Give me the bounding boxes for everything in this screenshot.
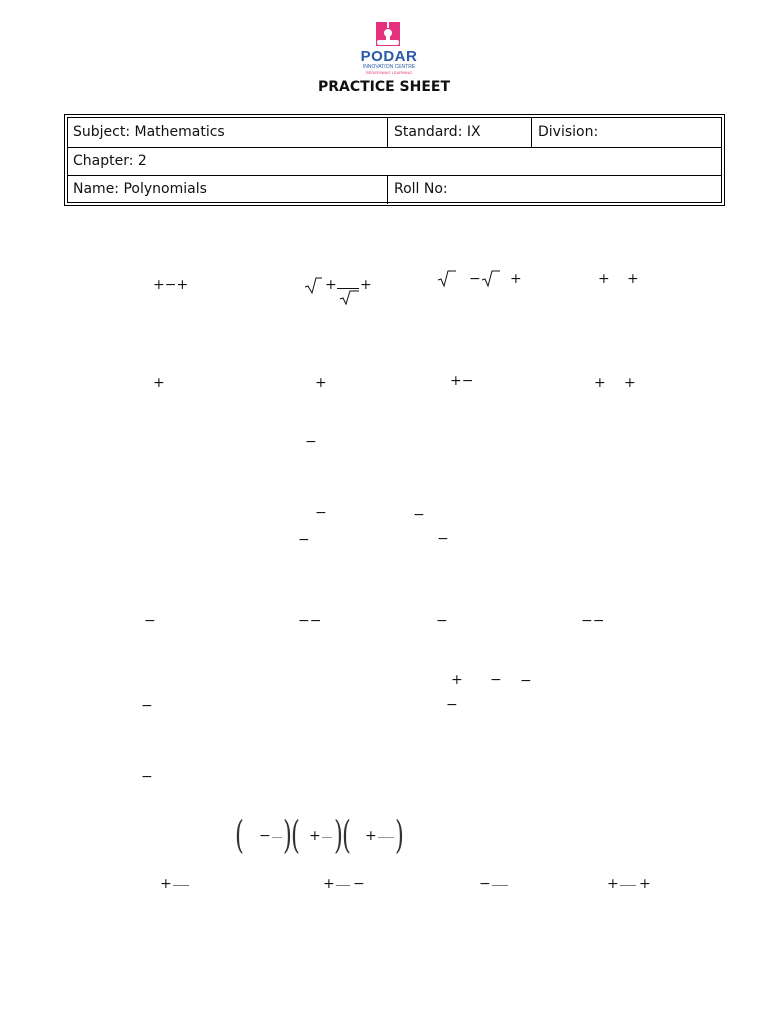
sqrt-symbol: [481, 270, 501, 288]
chapter-cell: Chapter: 2: [73, 153, 147, 169]
math-fragment: +: [607, 876, 619, 892]
math-fragment: +: [315, 375, 327, 391]
fraction-bar: [378, 837, 394, 838]
math-fragment: −: [353, 876, 365, 892]
math-fragment: +: [360, 277, 372, 293]
math-fragment: −: [298, 532, 310, 548]
roll-no-cell: Roll No:: [394, 181, 448, 197]
math-fragment: +: [160, 876, 172, 892]
info-table: [64, 114, 725, 206]
math-fragment: −: [305, 434, 317, 450]
sqrt-symbol: [437, 270, 457, 288]
math-fragment: +−: [450, 373, 474, 389]
math-fragment: +: [323, 876, 335, 892]
logo-brand: PODAR: [360, 48, 418, 65]
fraction-bar: [336, 885, 350, 886]
math-fragment: +: [510, 271, 522, 287]
left-paren: (: [234, 813, 244, 857]
bulb-icon: [376, 22, 400, 46]
math-fragment: −: [437, 531, 449, 547]
math-fragment: +: [639, 876, 651, 892]
right-paren: ): [333, 813, 343, 857]
math-fragment: +: [627, 271, 639, 287]
left-paren: (: [290, 813, 300, 857]
math-fragment: +: [598, 271, 610, 287]
division-cell: Division:: [538, 124, 599, 140]
math-fragment: −: [479, 876, 491, 892]
fraction-bar: [173, 885, 189, 886]
math-fragment: −−: [298, 613, 322, 629]
math-fragment: −: [436, 613, 448, 629]
math-fragment: −−: [581, 613, 605, 629]
fraction-bar: [272, 837, 282, 838]
right-paren: ): [394, 813, 404, 857]
math-fragment: −: [469, 271, 481, 287]
logo-subtitle: INNOVATION CENTRE: [362, 64, 416, 70]
math-fragment: +: [451, 672, 463, 688]
right-paren: ): [282, 813, 292, 857]
logo-tagline: REDEFINING LEARNING: [365, 70, 413, 75]
math-fragment: +: [153, 375, 165, 391]
math-fragment: −: [490, 672, 502, 688]
math-fragment: +: [624, 375, 636, 391]
fraction-bar: [337, 288, 359, 289]
fraction-bar: [492, 885, 508, 886]
fraction-bar: [322, 837, 332, 838]
math-fragment: +−+: [153, 277, 189, 293]
left-paren: (: [341, 813, 351, 857]
math-fragment: +: [365, 828, 377, 844]
podar-logo: [355, 22, 423, 74]
math-fragment: −: [141, 769, 153, 785]
subject-cell: Subject: Mathematics: [73, 124, 225, 140]
math-fragment: −: [141, 698, 153, 714]
page-title: PRACTICE SHEET: [317, 79, 451, 95]
math-fragment: −: [446, 697, 458, 713]
standard-cell: Standard: IX: [394, 124, 481, 140]
sqrt-symbol: [304, 277, 322, 295]
math-fragment: −: [144, 613, 156, 629]
math-fragment: −: [413, 507, 425, 523]
math-fragment: −: [315, 505, 327, 521]
math-fragment: +: [594, 375, 606, 391]
math-fragment: −: [520, 673, 532, 689]
fraction-bar: [620, 885, 636, 886]
name-cell: Name: Polynomials: [73, 181, 207, 197]
math-fragment: +: [325, 277, 337, 293]
math-fragment: −: [259, 828, 271, 844]
math-fragment: +: [309, 828, 321, 844]
sqrt-symbol: [339, 290, 359, 306]
